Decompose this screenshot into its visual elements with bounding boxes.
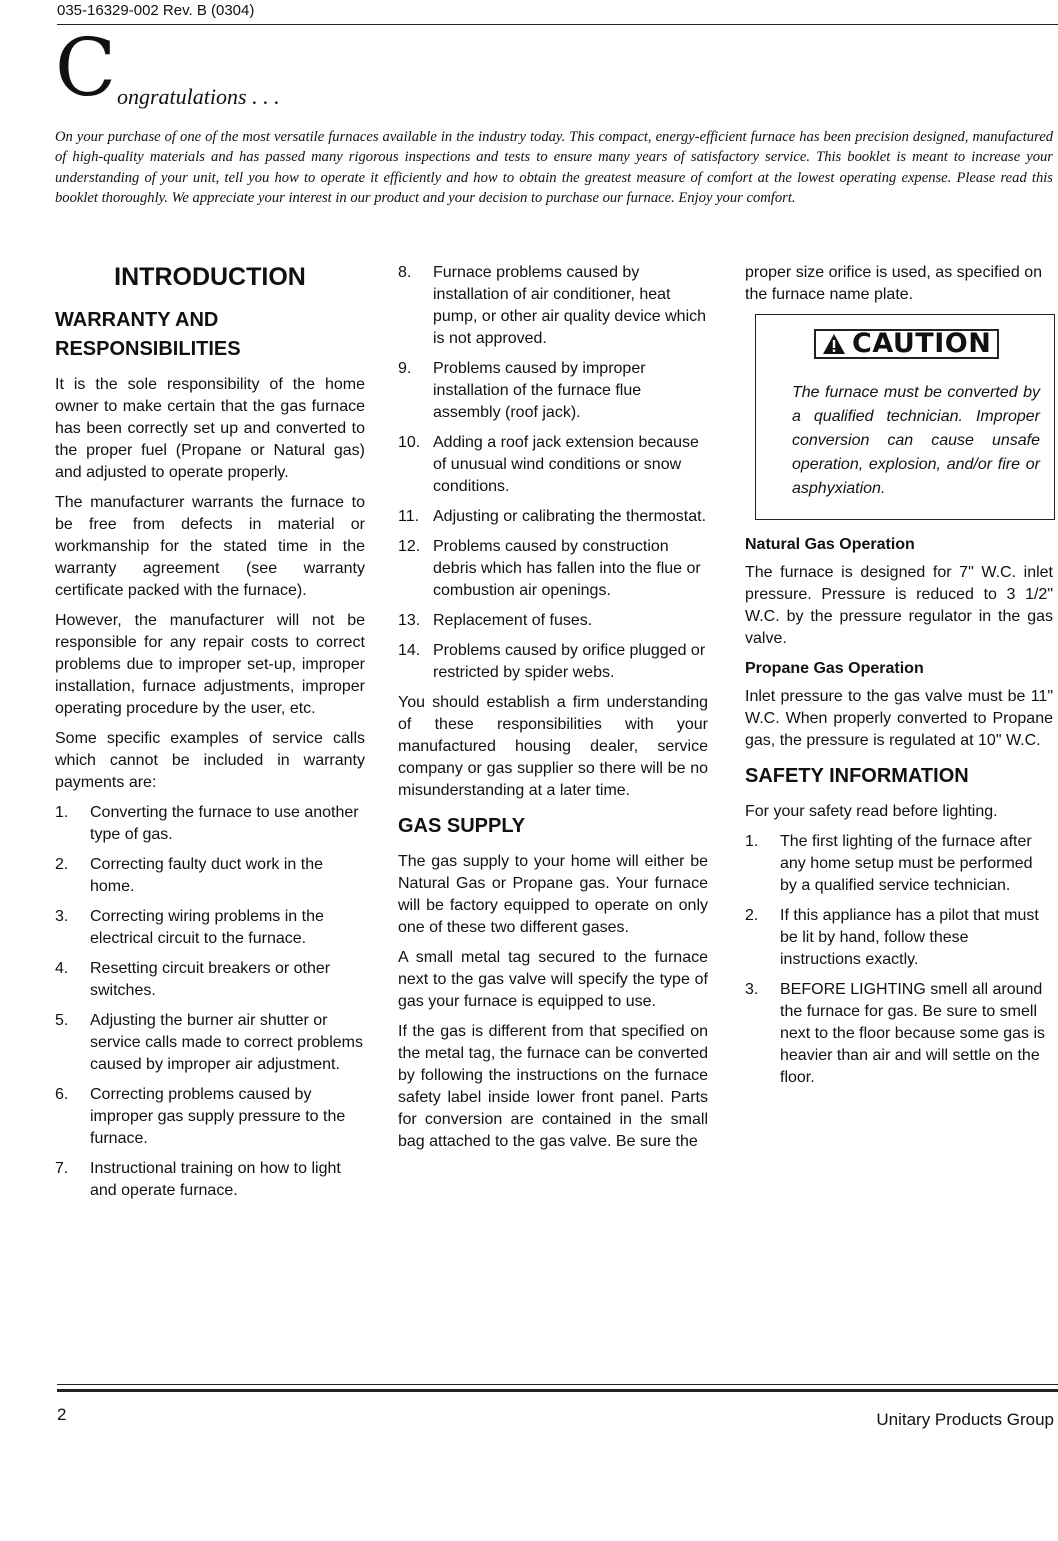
exclusions-list-continued: [398, 262, 708, 684]
list-item: 1. Converting the furnace to use another type of gas.: [55, 804, 359, 843]
congratulations-heading: [55, 21, 455, 114]
paragraph: A small metal tag secured to the furnace next to the gas valve will specify the type of gas your furnace is equipped to use.: [398, 949, 708, 1010]
list-item: 14. Problems caused by orifice plugged or restricted by spider webs.: [398, 642, 706, 681]
column-1: [55, 262, 365, 1210]
gas-supply-title: GAS SUPPLY: [398, 815, 526, 837]
caution-text: The furnace must be converted by a qualified technician. Improper conversion can cause unsafe operation, explosion, and/or fire or asphyxiation.: [792, 384, 1040, 497]
paragraph: If the gas is different from that specified on the metal tag, the furnace can be converted by following the instructions on the furnace safety label inside lower front panel. Parts for conversion are contained in the small bag attached to the gas valve. Be sure the: [398, 1023, 708, 1150]
company-name: Unitary Products Group: [876, 1410, 1054, 1429]
paragraph: The manufacturer warrants the furnace to be free from defects in material or workmanship for the stated time in the warranty agreement (see warranty certificate packed with the furnace).: [55, 494, 365, 599]
paragraph: For your safety read before lighting.: [745, 803, 998, 820]
list-item: 1. The first lighting of the furnace after any home setup must be performed by a qualified service technician.: [745, 833, 1033, 894]
footer-rule: [57, 1384, 1058, 1385]
list-item: 10. Adding a roof jack extension because of unusual wind conditions or snow conditions.: [398, 434, 699, 495]
paragraph: Some specific examples of service calls which cannot be included in warranty payments are:: [55, 730, 365, 791]
caution-box: [755, 314, 1055, 520]
introduction-title: INTRODUCTION: [114, 263, 306, 291]
propane-gas-title: Propane Gas Operation: [745, 660, 924, 677]
paragraph: You should establish a firm understanding of these responsibilities with your manufactured housing dealer, service company or gas supplier so there will be no misunderstanding at a later time.: [398, 694, 708, 799]
list-item: 11. Adjusting or calibrating the thermostat.: [398, 508, 707, 525]
caution-badge: [814, 329, 999, 359]
paragraph: Inlet pressure to the gas valve must be 11" W.C. When properly converted to Propane gas, the pressure is regulated at 10" W.C.: [745, 688, 1053, 749]
list-item: 6. Correcting problems caused by improper gas supply pressure to the furnace.: [55, 1086, 346, 1147]
intro-paragraph: On your purchase of one of the most versatile furnaces available in the industry today. This compact, energy-efficient furnace has been precision designed, manufactured of high-quality materials and has passed many rigorous inspections and tests to ensure many years of satisfactory service. This booklet is meant to increase your understanding of your unit, tell you how to operate it efficiently and how to obtain the greatest measure of comfort at the lowest operating expense. Please read this booklet thoroughly. We appreciate your interest in our product and your decision to purchase our furnace. Enjoy your comfort.: [55, 129, 1053, 206]
list-item: 13. Replacement of fuses.: [398, 612, 593, 629]
column-2: [398, 262, 708, 1161]
congratulations-text: ongratulations . . .: [117, 84, 280, 109]
list-item: 9. Problems caused by improper installation of the furnace flue assembly (roof jack).: [398, 360, 646, 421]
list-item: 3. BEFORE LIGHTING smell all around the furnace for gas. Be sure to smell next to the floor because some gas is heavier than air and will settle on the floor.: [745, 981, 1046, 1086]
column-3: [745, 262, 1053, 1097]
warranty-section-title: WARRANTY AND RESPONSIBILITIES: [55, 309, 241, 360]
list-item: 2. If this appliance has a pilot that must be lit by hand, follow these instructions exactly.: [745, 907, 1039, 968]
paragraph: It is the sole responsibility of the home owner to make certain that the gas furnace has been correctly set up and converted to the proper fuel (Propane or Natural gas) and adjusted to operate properly.: [55, 376, 365, 481]
caution-label: CAUTION: [852, 328, 992, 359]
warning-triangle-icon: [822, 333, 846, 355]
paragraph: The furnace is designed for 7" W.C. inlet pressure. Pressure is reduced to 3 1/2" W.C. by the pressure regulator in the gas valve.: [745, 564, 1053, 647]
safety-list: [745, 831, 1053, 1089]
paragraph: proper size orifice is used, as specified on the furnace name plate.: [745, 264, 1043, 303]
exclusions-list: [55, 802, 365, 1202]
paragraph: However, the manufacturer will not be responsible for any repair costs to correct problems due to improper set-up, improper installation, furnace adjustments, improper operating procedure by the user, etc.: [55, 612, 365, 717]
footer-rule-thick: [57, 1389, 1058, 1392]
list-item: 2. Correcting faulty duct work in the home.: [55, 856, 323, 895]
list-item: 4. Resetting circuit breakers or other switches.: [55, 960, 331, 999]
paragraph: The gas supply to your home will either be Natural Gas or Propane gas. Your furnace will be factory equipped to operate on only one of these two different gases.: [398, 853, 708, 936]
congratulations-initial: C: [55, 21, 117, 114]
safety-information-title: SAFETY INFORMATION: [745, 765, 969, 787]
list-item: 12. Problems caused by construction debris which has fallen into the flue or combustion air openings.: [398, 538, 701, 599]
natural-gas-title: Natural Gas Operation: [745, 536, 915, 553]
list-item: 7. Instructional training on how to light and operate furnace.: [55, 1160, 341, 1199]
list-item: 5. Adjusting the burner air shutter or service calls made to correct problems caused by improper air adjustment.: [55, 1012, 363, 1073]
document-code: 035-16329-002 Rev. B (0304): [57, 2, 255, 19]
page-number: 2: [57, 1405, 67, 1424]
header-rule: [57, 24, 1058, 25]
list-item: 3. Correcting wiring problems in the electrical circuit to the furnace.: [55, 908, 324, 947]
list-item: 8. Furnace problems caused by installation of air conditioner, heat pump, or other air quality device which is not approved.: [398, 264, 707, 347]
